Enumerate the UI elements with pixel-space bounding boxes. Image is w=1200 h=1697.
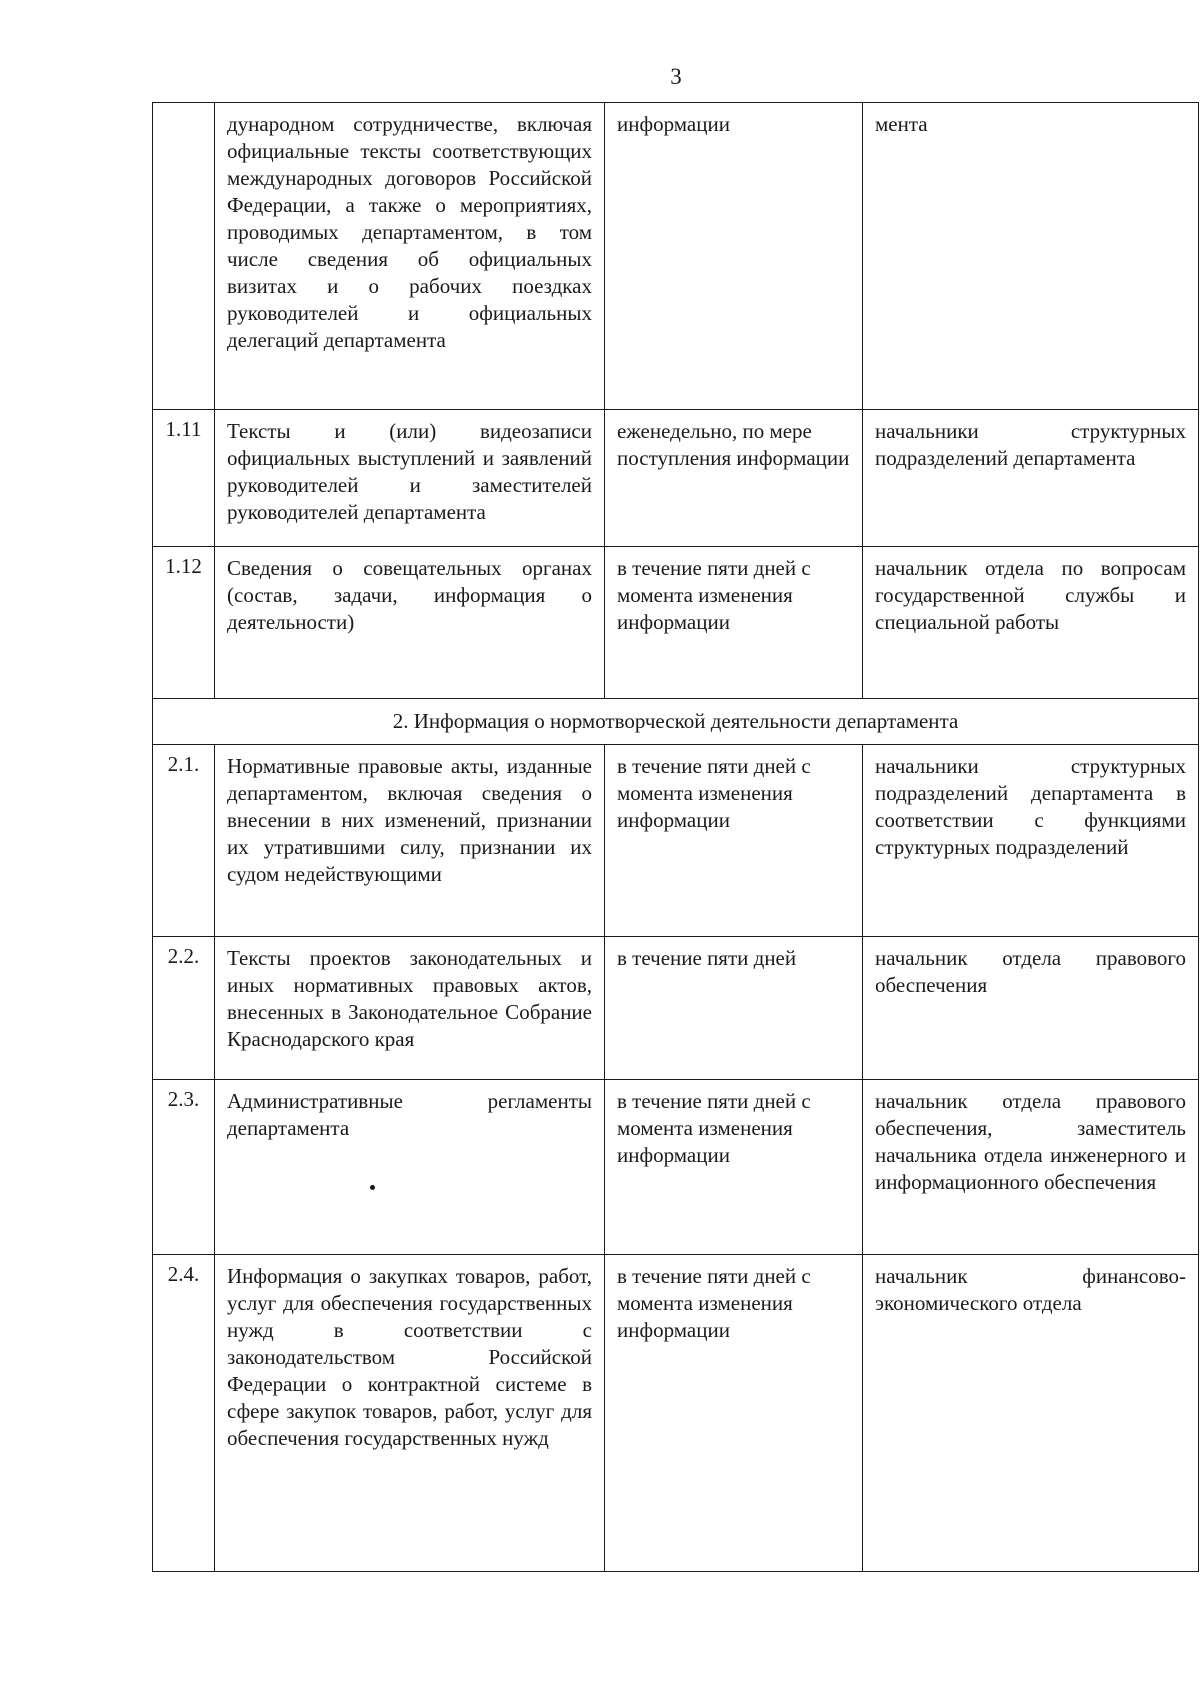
information-description: Нормативные правовые акты, изданные департаментом, включая сведения о внесении в них изменений, признании их утратившими силу, признании их судом недействующими — [215, 745, 605, 937]
placement-term: в течение пяти дней с момента изменения информации — [605, 1080, 863, 1255]
table-row — [153, 547, 1199, 699]
responsible-person: начальник отдела по вопросам государственной службы и специальной работы — [863, 547, 1199, 699]
row-number: 2.4. — [153, 1255, 215, 1572]
table-row — [153, 410, 1199, 547]
information-description: Административные регламенты департамента — [215, 1080, 605, 1255]
table-row — [153, 937, 1199, 1080]
placement-term: в течение пяти дней с момента изменения информации — [605, 1255, 863, 1572]
row-number: 1.12 — [153, 547, 215, 699]
information-description: дународном сотрудничестве, включая официальные тексты соответствующих международных договоров Российской Федерации, а также о мероприятиях, проводимых департаментом, в том числе сведения об официальных визитах и о рабочих поездках руководителей и официальных делегаций департамента — [215, 103, 605, 410]
page-number: 3 — [670, 64, 682, 89]
table-row — [153, 103, 1199, 410]
row-number: 2.2. — [153, 937, 215, 1080]
table-row — [153, 745, 1199, 937]
row-number: 2.3. — [153, 1080, 215, 1255]
table-row — [153, 1255, 1199, 1572]
row-number — [153, 103, 215, 410]
responsible-person: начальники структурных подразделений департамента — [863, 410, 1199, 547]
placement-term: в течение пяти дней с момента изменения информации — [605, 547, 863, 699]
responsible-person: начальник отдела правового обеспечения — [863, 937, 1199, 1080]
information-description: Тексты проектов законодательных и иных нормативных правовых актов, внесенных в Законодательное Собрание Краснодарского края — [215, 937, 605, 1080]
information-table — [152, 102, 1199, 1572]
information-description: Сведения о совещательных органах (состав, задачи, информация о деятельности) — [215, 547, 605, 699]
information-description: Информация о закупках товаров, работ, услуг для обеспечения государственных нужд в соответствии с законодательством Российской Федерации о контрактной системе в сфере закупок товаров, работ, услуг для обеспечения государственных нужд — [215, 1255, 605, 1572]
row-number: 1.11 — [153, 410, 215, 547]
responsible-person: начальники структурных подразделений департамента в соответствии с функциями структурных подразделений — [863, 745, 1199, 937]
information-description: Тексты и (или) видеозаписи официальных выступлений и заявлений руководителей и заместителей руководителей департамента — [215, 410, 605, 547]
section-header-row — [153, 699, 1199, 745]
document-table-container — [152, 102, 1198, 1572]
responsible-person: начальник отдела правового обеспечения, заместитель начальника отдела инженерного и информационного обеспечения — [863, 1080, 1199, 1255]
responsible-person: начальник финансово-экономического отдела — [863, 1255, 1199, 1572]
placement-term: еженедельно, по мере поступления информации — [605, 410, 863, 547]
scan-speck — [370, 1185, 375, 1190]
table-row — [153, 1080, 1199, 1255]
placement-term: в течение пяти дней с момента изменения информации — [605, 745, 863, 937]
responsible-person: мента — [863, 103, 1199, 410]
placement-term: в течение пяти дней — [605, 937, 863, 1080]
section-title: 2. Информация о нормотворческой деятельности департамента — [153, 699, 1199, 745]
placement-term: информации — [605, 103, 863, 410]
row-number: 2.1. — [153, 745, 215, 937]
